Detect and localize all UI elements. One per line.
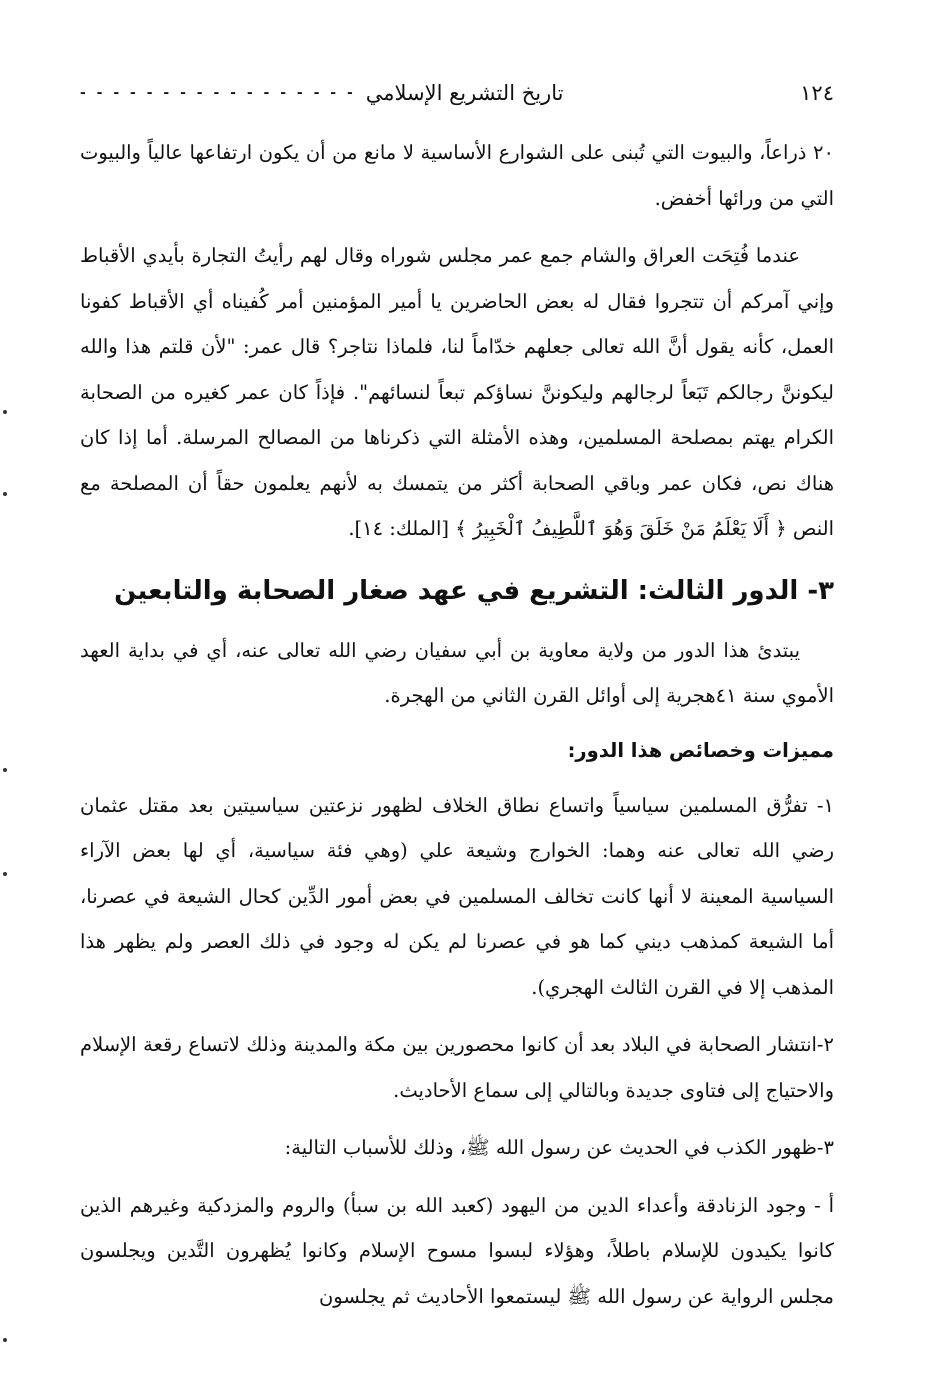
- section-heading: ٣- الدور الثالث: التشريع في عهد صغار الصحابة والتابعين: [114, 575, 834, 606]
- paragraph: عندما فُتِحَت العراق والشام جمع عمر مجلس شوراه وقال لهم رأيتُ التجارة بأيدي الأقباط وإني آمركم أن تتجروا فقال له بعض الحاضرين يا أمير المؤمنين أمر كُفيناه أي الأقباط كفونا العمل، كأنه يقول أنَّ الله تعالى جعلهم خدّاماً لنا، فلماذا نتاجر؟ قال عمر: "لأن قلتم هذا والله ليكوننَّ رجالكم تَبَعاً لرجالهم وليكوننَّ نساؤكم تبعاً لنسائهم". فإذاً كان عمر كغيره من الصحابة الكرام يهتم بمصلحة المسلمين، وهذه الأمثلة التي ذكرناها من المصالح المرسلة. أما إذا كان هناك نص، فكان عمر وباقي الصحابة أكثر من يتمسك به لأنهم يعلمون حقاً أن المصلحة مع النص ﴿ أَلَا يَعْلَمُ مَنْ خَلَقَ وَهُوَ ٱللَّطِيفُ ٱلْخَبِيرُ ﴾ [الملك: ١٤].: [80, 244, 834, 540]
- page-body: [80, 130, 834, 1331]
- list-item: ١- تفرُّق المسلمين سياسياً واتساع نطاق الخلاف لظهور نزعتين سياسيتين بعد مقتل عثمان رضي الله تعالى عنه وهما: الخوارج وشيعة علي (وهي فئة سياسية، أي لها بعض الآراء السياسية المعينة لا أنها كانت تخالف المسلمين في بعض أمور الدِّين كحال الشيعة في عصرنا، أما الشيعة كمذهب ديني كما هو في عصرنا لم يكن له وجود في ذلك العصر ولم يظهر هذا المذهب إلا في القرن الثالث الهجري).: [80, 793, 834, 999]
- margin-speck: [3, 1338, 7, 1342]
- subheading: مميزات وخصائص هذا الدور:: [567, 738, 834, 762]
- list-item: أ - وجود الزنادقة وأعداء الدين من اليهود (كعبد الله بن سبأ) والروم والمزدكية وغيرهم الذين كانوا يكيدون للإسلام باطلاً، وهؤلاء لبسوا مسوح الإسلام وكانوا يُظهرون التَّدين ويجلسون مجلس الرواية عن رسول الله ﷺ ليستمعوا الأحاديث ثم يجلسون: [80, 1193, 834, 1308]
- list-item: ٢-انتشار الصحابة في البلاد بعد أن كانوا محصورين بين مكة والمدينة وذلك لاتساع رقعة الإسلام والاحتياج إلى فتاوى جديدة وبالتالي إلى سماع الأحاديث.: [80, 1033, 834, 1102]
- paragraph: ٢٠ ذراعاً، والبيوت التي تُبنى على الشوارع الأساسية لا مانع من أن يكون ارتفاعها عالياً والبيوت التي من ورائها أخفض.: [80, 141, 834, 210]
- margin-speck: [3, 410, 7, 414]
- running-title-group: [80, 81, 564, 105]
- margin-speck: [3, 768, 7, 772]
- margin-speck: [3, 872, 7, 876]
- page-number: ١٢٤: [800, 81, 834, 105]
- list-item: ٣-ظهور الكذب في الحديث عن رسول الله ﷺ، وذلك للأسباب التالية:: [284, 1136, 834, 1159]
- paragraph: يبتدئ هذا الدور من ولاية معاوية بن أبي سفيان رضي الله تعالى عنه، أي في بداية العهد الأموي سنة ٤١هجرية إلى أوائل القرن الثاني من الهجرة.: [80, 638, 834, 707]
- running-title: تاريخ التشريع الإسلامي: [365, 81, 564, 105]
- page-header: [80, 76, 834, 110]
- leader-dots: - - - - - - - - - - - - - - - - -: [80, 85, 356, 101]
- margin-speck: [3, 492, 7, 496]
